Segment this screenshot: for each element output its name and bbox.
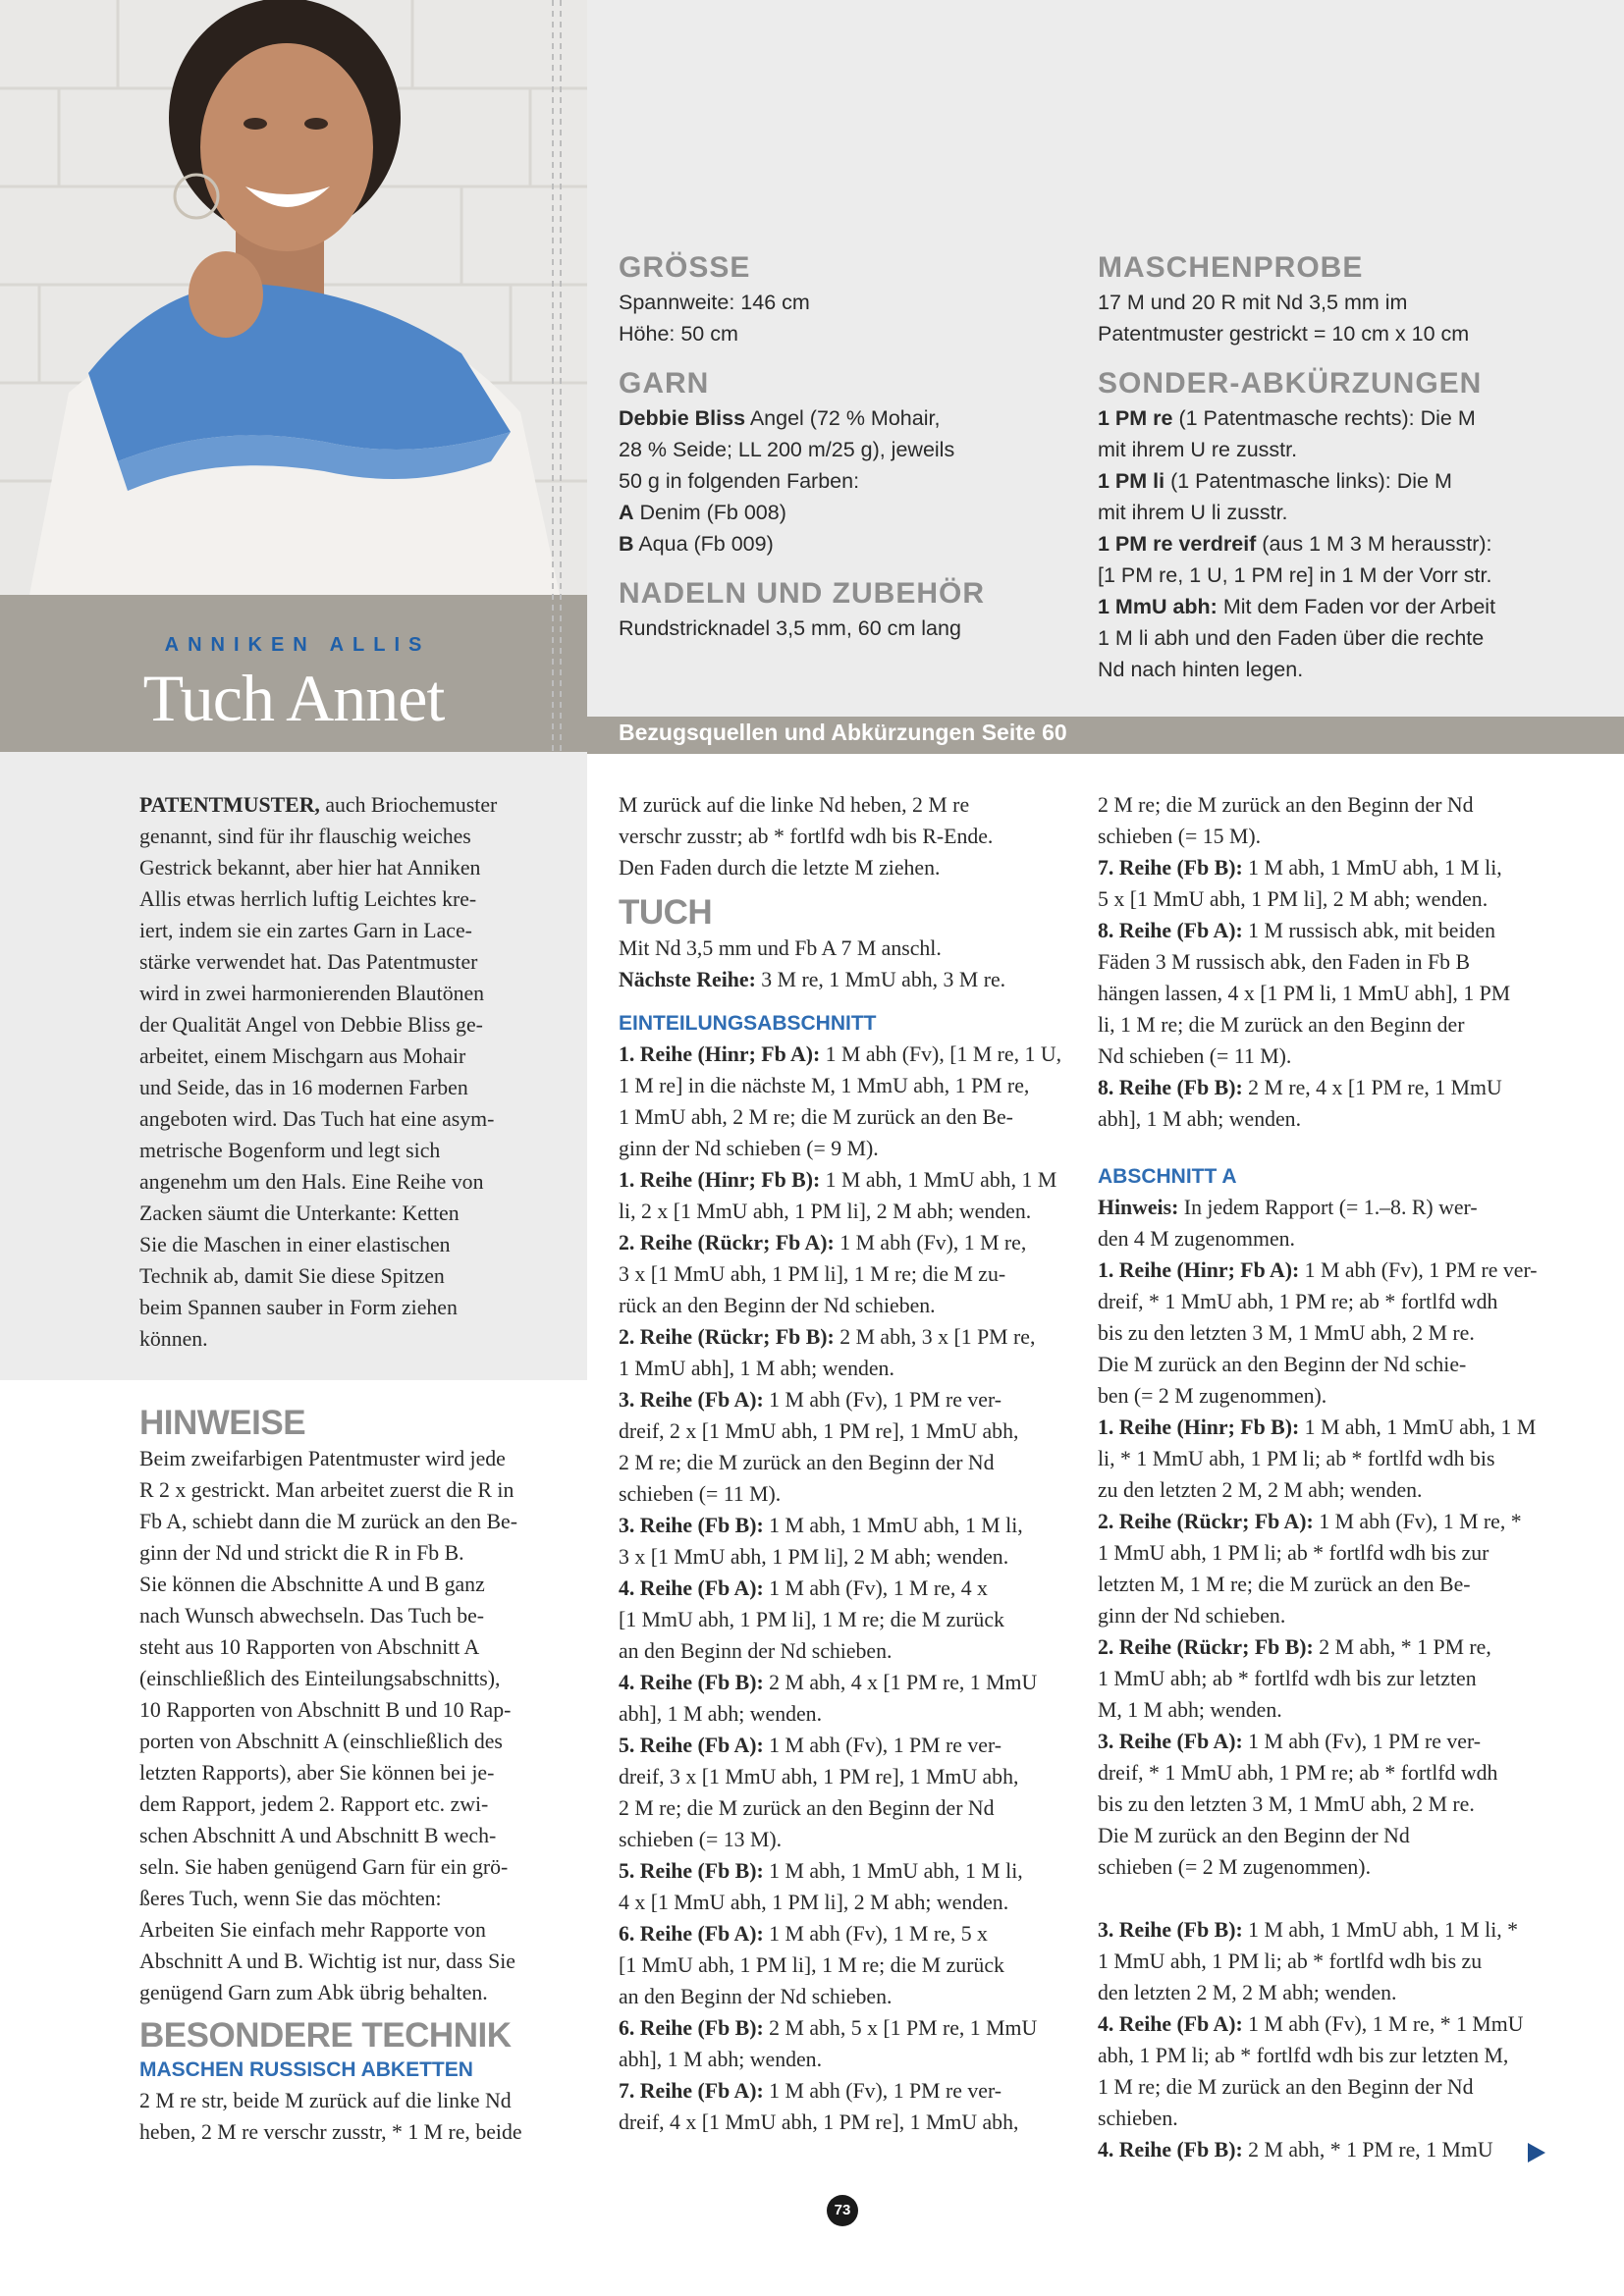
cont-line: Den Faden durch die letzte M ziehen.: [619, 856, 941, 880]
row-key: 6. Reihe (Fb A):: [619, 1922, 764, 1946]
row-text: 2 M abh, * 1 PM re,: [1313, 1635, 1491, 1659]
intro-line: Gestrick bekannt, aber hier hat Anniken: [139, 856, 481, 880]
row-text: 3 M re, 1 MmU abh, 3 M re.: [755, 968, 1006, 991]
intro-line: Allis etwas herrlich luftig Leichtes kre-: [139, 887, 477, 911]
sonder-block: [1098, 367, 1608, 685]
abbrev-key: 1 PM li: [1098, 469, 1165, 493]
instruction-line: schieben (= 2 M zugenommen).: [1098, 1855, 1372, 1879]
info-column-left: [619, 251, 1080, 662]
abbrev-text: (aus 1 M 3 M herausstr):: [1256, 532, 1492, 556]
row-key: Hinweis:: [1098, 1196, 1179, 1219]
cont-line: M zurück auf die linke Nd heben, 2 M re: [619, 793, 970, 817]
row-key: 2. Reihe (Rückr; Fb B):: [1098, 1635, 1314, 1659]
abbrev-key: 1 PM re: [1098, 406, 1173, 430]
instruction-line: dreif, * 1 MmU abh, 1 PM re; ab * fortlfd wdh: [1098, 1761, 1498, 1785]
row-text: 2 M abh, 5 x [1 PM re, 1 MmU: [763, 2016, 1038, 2040]
instruction-line: M, 1 M abh; wenden.: [1098, 1698, 1282, 1722]
intro-line: iert, indem sie ein zartes Garn in Lace-: [139, 919, 472, 942]
instruction-line: schieben (= 11 M).: [619, 1482, 782, 1506]
instruction-line: [619, 1510, 1070, 1541]
instruction-line: zu den letzten 2 M, 2 M abh; wenden.: [1098, 1478, 1423, 1502]
instruction-line: [619, 1918, 1070, 1949]
maschenprobe-heading: MASCHENPROBE: [1098, 251, 1364, 284]
row-text: 2 M abh, 3 x [1 PM re,: [834, 1325, 1036, 1349]
instruction-line: [1 MmU abh, 1 PM li], 1 M re; die M zurück: [619, 1608, 1004, 1631]
instruction-line: Nd schieben (= 11 M).: [1098, 1044, 1292, 1068]
instruction-line: ginn der Nd schieben.: [1098, 1604, 1286, 1628]
intro-text: auch Briochemuster: [319, 793, 498, 817]
row-text: 1 M abh, 1 MmU abh, 1 M li, *: [1242, 1918, 1519, 1942]
abbrev-line: 1 M li abh und den Faden über die rechte: [1098, 626, 1485, 650]
intro-line: beim Spannen sauber in Form ziehen: [139, 1296, 458, 1319]
text-column-3: [1098, 789, 1549, 2165]
instruction-line: [1098, 915, 1549, 946]
instruction-line: [1098, 1412, 1549, 1443]
intro-line: stärke verwendet hat. Das Patentmuster: [139, 950, 478, 974]
row-text: 1 M abh (Fv), 1 PM re ver-: [763, 1388, 1002, 1412]
instruction-line: an den Beginn der Nd schieben.: [619, 1985, 893, 2008]
instruction-line: 1 MmU abh, 1 PM li; ab * fortlfd wdh bis zur: [1098, 1541, 1489, 1565]
row-key: Nächste Reihe:: [619, 968, 756, 991]
row-key: 5. Reihe (Fb B):: [619, 1859, 764, 1883]
spacer: [619, 995, 1070, 1009]
instruction-line: [1098, 1914, 1549, 1946]
spacer: [1098, 1135, 1549, 1162]
hinweise-line: 10 Rapporten von Abschnitt B und 10 Rap-: [139, 1698, 512, 1722]
instruction-line: [1098, 1255, 1549, 1286]
maschenprobe-line: Patentmuster gestrickt = 10 cm x 10 cm: [1098, 322, 1470, 346]
row-key: 2. Reihe (Rückr; Fb B):: [619, 1325, 835, 1349]
color-value: Denim (Fb 008): [633, 501, 786, 524]
instruction-line: [619, 1227, 1070, 1258]
einteilung-heading: EINTEILUNGSABSCHNITT: [619, 1012, 877, 1035]
intro-line: Zacken säumt die Unterkante: Ketten: [139, 1201, 460, 1225]
row-text: 1 M abh (Fv), 1 PM re ver-: [763, 2079, 1002, 2103]
page-number: 73: [827, 2195, 858, 2226]
instruction-line: 1 MmU abh], 1 M abh; wenden.: [619, 1357, 894, 1380]
groesse-line: Spannweite: 146 cm: [619, 291, 810, 314]
instruction-line: an den Beginn der Nd schieben.: [619, 1639, 893, 1663]
maschenprobe-line: 17 M und 20 R mit Nd 3,5 mm im: [1098, 291, 1408, 314]
hinweise-line: dem Rapport, jedem 2. Rapport etc. zwi-: [139, 1792, 489, 1816]
instruction-line: 1 MmU abh, 1 PM li; ab * fortlfd wdh bis zu: [1098, 1949, 1483, 1973]
bezug-band: [587, 717, 1624, 754]
instruction-line: Fäden 3 M russisch abk, den Faden in Fb B: [1098, 950, 1470, 974]
instruction-line: abh, 1 PM li; ab * fortlfd wdh bis zur letzten M,: [1098, 2044, 1509, 2067]
instruction-line: 4 x [1 MmU abh, 1 PM li], 2 M abh; wenden.: [619, 1891, 1009, 1914]
row-key: 4. Reihe (Fb A):: [619, 1576, 764, 1600]
text-column-2: [619, 789, 1070, 2138]
intro-lead: PATENTMUSTER,: [139, 793, 320, 817]
intro-line: der Qualität Angel von Debbie Bliss ge-: [139, 1013, 483, 1037]
stitch-divider: [549, 0, 565, 754]
groesse-line: Höhe: 50 cm: [619, 322, 738, 346]
abbrev-line: mit ihrem U re zusstr.: [1098, 438, 1298, 461]
row-key: 1. Reihe (Hinr; Fb A):: [619, 1042, 821, 1066]
hinweis-line: den 4 M zugenommen.: [1098, 1227, 1295, 1251]
technik-heading: BESONDERE TECHNIK: [139, 2016, 512, 2055]
garn-line: 50 g in folgenden Farben:: [619, 469, 860, 493]
bezug-text: Bezugsquellen und Abkürzungen Seite 60: [619, 720, 1067, 745]
spacer: [1098, 1883, 1549, 1914]
cont-line: schieben (= 15 M).: [1098, 825, 1262, 848]
instruction-line: hängen lassen, 4 x [1 PM li, 1 MmU abh], 1 PM: [1098, 982, 1511, 1005]
hinweise-line: porten von Abschnitt A (einschließlich des: [139, 1730, 503, 1753]
instruction-line: dreif, 2 x [1 MmU abh, 1 PM re], 1 MmU abh,: [619, 1419, 1019, 1443]
row-key: 7. Reihe (Fb A):: [619, 2079, 764, 2103]
abbrev-line: [1098, 402, 1608, 434]
row-key: 3. Reihe (Fb B):: [619, 1514, 764, 1537]
color-value: Aqua (Fb 009): [633, 532, 774, 556]
instruction-line: letzten M, 1 M re; die M zurück an den Be-: [1098, 1573, 1471, 1596]
spacer: [139, 2008, 557, 2016]
garn-line: 28 % Seide; LL 200 m/25 g), jeweils: [619, 438, 955, 461]
garn-brand: Debbie Bliss: [619, 406, 746, 430]
instruction-line: 5 x [1 MmU abh, 1 PM li], 2 M abh; wenden.: [1098, 887, 1489, 911]
row-text: 1 M abh (Fv), 1 M re, 4 x: [763, 1576, 988, 1600]
hinweis-line: [1098, 1192, 1549, 1223]
row-text: 2 M re, 4 x [1 PM re, 1 MmU: [1242, 1076, 1502, 1099]
cont-line: 2 M re; die M zurück an den Beginn der Nd: [1098, 793, 1474, 817]
abbrev-line: [1098, 528, 1608, 560]
instruction-line: [619, 2075, 1070, 2107]
garn-color-b: [619, 528, 1080, 560]
hinweise-line: genügend Garn zum Abk übrig behalten.: [139, 1981, 488, 2004]
technik-line: 2 M re str, beide M zurück auf die linke Nd: [139, 2089, 512, 2112]
maschenprobe-block: [1098, 251, 1608, 349]
instruction-line: li, 1 M re; die M zurück an den Beginn der: [1098, 1013, 1465, 1037]
hinweise-line: (einschließlich des Einteilungsabschnitts),: [139, 1667, 501, 1690]
row-text: 1 M abh (Fv), 1 M re, *: [1313, 1510, 1522, 1533]
instruction-line: den letzten 2 M, 2 M abh; wenden.: [1098, 1981, 1397, 2004]
instruction-line: bis zu den letzten 3 M, 1 MmU abh, 2 M re.: [1098, 1792, 1475, 1816]
hinweise-heading: HINWEISE: [139, 1404, 306, 1442]
tuch-line: Mit Nd 3,5 mm und Fb A 7 M anschl.: [619, 936, 942, 960]
row-text: 1 M abh (Fv), 1 PM re ver-: [763, 1734, 1002, 1757]
instruction-line: 1 M re] in die nächste M, 1 MmU abh, 1 PM re,: [619, 1074, 1030, 1097]
rows-group: [1098, 1914, 1549, 2165]
instruction-line: [619, 1384, 1070, 1415]
abbrev-line: [1098, 591, 1608, 622]
row-key: 7. Reihe (Fb B):: [1098, 856, 1243, 880]
instruction-line: [619, 1039, 1070, 1070]
intro-line: arbeitet, einem Mischgarn aus Mohair: [139, 1044, 466, 1068]
row-text: In jedem Rapport (= 1.–8. R) wer-: [1178, 1196, 1478, 1219]
instruction-line: li, * 1 MmU abh, 1 PM li; ab * fortlfd wdh bis: [1098, 1447, 1495, 1470]
row-text: 1 M abh, 1 MmU abh, 1 M li,: [763, 1514, 1023, 1537]
abbrev-text: Mit dem Faden vor der Arbeit: [1217, 595, 1496, 618]
instruction-line: [619, 1321, 1070, 1353]
row-key: 1. Reihe (Hinr; Fb B):: [619, 1168, 821, 1192]
nadeln-heading: NADELN UND ZUBEHÖR: [619, 577, 985, 610]
instruction-line: [619, 1573, 1070, 1604]
instruction-line: 1 MmU abh, 2 M re; die M zurück an den Be-: [619, 1105, 1013, 1129]
title-band: [0, 595, 587, 752]
instruction-line: Die M zurück an den Beginn der Nd schie-: [1098, 1353, 1467, 1376]
nadeln-line: Rundstricknadel 3,5 mm, 60 cm lang: [619, 616, 961, 640]
instruction-line: 3 x [1 MmU abh, 1 PM li], 1 M re; die M zu-: [619, 1262, 1006, 1286]
cont-line: verschr zusstr; ab * fortlfd wdh bis R-Ende.: [619, 825, 994, 848]
continue-arrow-icon: [1528, 2143, 1545, 2163]
row-key: 1. Reihe (Hinr; Fb A):: [1098, 1258, 1300, 1282]
instruction-line: [1098, 1072, 1549, 1103]
intro-line: wird in zwei harmonierenden Blautönen: [139, 982, 485, 1005]
instruction-line: abh], 1 M abh; wenden.: [1098, 1107, 1302, 1131]
row-key: 6. Reihe (Fb B):: [619, 2016, 764, 2040]
color-key: B: [619, 532, 634, 556]
row-key: 3. Reihe (Fb B):: [1098, 1918, 1243, 1942]
model-photo: [0, 0, 587, 595]
instruction-line: [619, 1667, 1070, 1698]
row-text: 1 M abh, 1 MmU abh, 1 M: [820, 1168, 1057, 1192]
garn-color-a: [619, 497, 1080, 528]
instruction-line: ginn der Nd schieben (= 9 M).: [619, 1137, 879, 1160]
instruction-line: [1 MmU abh, 1 PM li], 1 M re; die M zurück: [619, 1953, 1004, 1977]
instruction-line: schieben (= 13 M).: [619, 1828, 783, 1851]
instruction-line: [1098, 2134, 1549, 2165]
pattern-title: Tuch Annet: [142, 661, 445, 735]
garn-block: [619, 367, 1080, 560]
hinweise-line: Sie können die Abschnitte A und B ganz: [139, 1573, 485, 1596]
row-key: 2. Reihe (Rückr; Fb A):: [619, 1231, 835, 1255]
hinweise-line: schen Abschnitt A und Abschnitt B wech-: [139, 1824, 497, 1847]
row-text: 1 M abh (Fv), 1 PM re ver-: [1242, 1730, 1482, 1753]
instruction-line: bis zu den letzten 3 M, 1 MmU abh, 2 M re.: [1098, 1321, 1475, 1345]
abbrev-line: [1 PM re, 1 U, 1 PM re] in 1 M der Vorr str.: [1098, 563, 1492, 587]
garn-heading: GARN: [619, 367, 710, 400]
hinweise-line: Abschnitt A und B. Wichtig ist nur, dass Sie: [139, 1949, 515, 1973]
technik-line: heben, 2 M re verschr zusstr, * 1 M re, beide: [139, 2120, 522, 2144]
instruction-line: 2 M re; die M zurück an den Beginn der Nd: [619, 1451, 995, 1474]
row-text: 1 M abh, 1 MmU abh, 1 M li,: [763, 1859, 1023, 1883]
intro-line: Sie die Maschen in einer elastischen: [139, 1233, 451, 1256]
instruction-line: dreif, * 1 MmU abh, 1 PM re; ab * fortlfd wdh: [1098, 1290, 1498, 1313]
hinweise-line: steht aus 10 Rapporten von Abschnitt A: [139, 1635, 480, 1659]
row-text: 1 M abh (Fv), 1 PM re ver-: [1299, 1258, 1538, 1282]
instruction-line: dreif, 4 x [1 MmU abh, 1 PM re], 1 MmU abh,: [619, 2110, 1019, 2134]
hinweise-line: Arbeiten Sie einfach mehr Rapporte von: [139, 1918, 486, 1942]
instruction-line: [1098, 2008, 1549, 2040]
intro-line: angenehm um den Hals. Eine Reihe von: [139, 1170, 484, 1194]
row-key: 4. Reihe (Fb B):: [619, 1671, 764, 1694]
groesse-heading: GRÖSSE: [619, 251, 751, 284]
instruction-line: rück an den Beginn der Nd schieben.: [619, 1294, 936, 1317]
row-key: 5. Reihe (Fb A):: [619, 1734, 764, 1757]
abbrev-line: [1098, 465, 1608, 497]
hinweise-line: Beim zweifarbigen Patentmuster wird jede: [139, 1447, 506, 1470]
row-text: 2 M abh, 4 x [1 PM re, 1 MmU: [763, 1671, 1038, 1694]
instruction-line: ben (= 2 M zugenommen).: [1098, 1384, 1327, 1408]
intro-line: angeboten wird. Das Tuch hat eine asym-: [139, 1107, 495, 1131]
instruction-line: Die M zurück an den Beginn der Nd: [1098, 1824, 1410, 1847]
instruction-line: 2 M re; die M zurück an den Beginn der Nd: [619, 1796, 995, 1820]
row-text: 2 M abh, * 1 PM re, 1 MmU: [1242, 2138, 1493, 2162]
abbrev-key: 1 MmU abh:: [1098, 595, 1218, 618]
rows-group: [1098, 1255, 1549, 1883]
abbrev-key: 1 PM re verdreif: [1098, 532, 1257, 556]
instruction-line: 1 M re; die M zurück an den Beginn der Nd: [1098, 2075, 1474, 2099]
nadeln-block: [619, 577, 1080, 644]
row-key: 3. Reihe (Fb A):: [1098, 1730, 1243, 1753]
spacer: [139, 1355, 557, 1404]
row-key: 4. Reihe (Fb A):: [1098, 2012, 1243, 2036]
intro-line: und Seide, das in 16 modernen Farben: [139, 1076, 468, 1099]
instruction-line: dreif, 3 x [1 MmU abh, 1 PM re], 1 MmU abh,: [619, 1765, 1019, 1789]
instruction-line: [619, 1730, 1070, 1761]
instruction-line: [619, 1164, 1070, 1196]
row-key: 1. Reihe (Hinr; Fb B):: [1098, 1415, 1300, 1439]
hinweise-line: nach Wunsch abwechseln. Das Tuch be-: [139, 1604, 485, 1628]
sonder-heading: SONDER-ABKÜRZUNGEN: [1098, 367, 1483, 400]
row-text: 1 M abh (Fv), 1 M re, 5 x: [763, 1922, 988, 1946]
spacer: [619, 883, 1070, 893]
intro-line: Technik ab, damit Sie diese Spitzen: [139, 1264, 445, 1288]
hinweise-line: ßeres Tuch, wenn Sie das möchten:: [139, 1887, 442, 1910]
row-key: 8. Reihe (Fb B):: [1098, 1076, 1243, 1099]
instruction-line: abh], 1 M abh; wenden.: [619, 2048, 823, 2071]
row-text: 1 M abh, 1 MmU abh, 1 M: [1299, 1415, 1537, 1439]
row-key: 8. Reihe (Fb A):: [1098, 919, 1243, 942]
row-text: 1 M abh (Fv), 1 M re, * 1 MmU: [1242, 2012, 1524, 2036]
hinweise-line: Fb A, schiebt dann die M zurück an den Be-: [139, 1510, 517, 1533]
row-key: 3. Reihe (Fb A):: [619, 1388, 764, 1412]
row-text: 1 M abh (Fv), [1 M re, 1 U,: [820, 1042, 1062, 1066]
abbrev-line: Nd nach hinten legen.: [1098, 658, 1304, 681]
intro-line: können.: [139, 1327, 208, 1351]
abbrev-line: mit ihrem U li zusstr.: [1098, 501, 1288, 524]
abbrev-text: (1 Patentmasche rechts): Die M: [1172, 406, 1476, 430]
hinweise-line: R 2 x gestrickt. Man arbeitet zuerst die R in: [139, 1478, 514, 1502]
color-key: A: [619, 501, 634, 524]
hinweise-line: letzten Rapports), aber Sie können bei je-: [139, 1761, 495, 1785]
instruction-line: [1098, 1506, 1549, 1537]
einteilung-rows: [619, 1039, 1070, 2138]
tuch-heading: TUCH: [619, 893, 713, 932]
intro-line: [139, 789, 557, 821]
abschnitt-a-heading: ABSCHNITT A: [1098, 1165, 1237, 1188]
hinweise-line: seln. Sie haben genügend Garn für ein grö-: [139, 1855, 509, 1879]
instruction-line: [1098, 1726, 1549, 1757]
instruction-line: li, 2 x [1 MmU abh, 1 PM li], 2 M abh; wenden.: [619, 1200, 1032, 1223]
author-name: ANNIKEN ALLIS: [164, 634, 431, 656]
row-key: 4. Reihe (Fb B):: [1098, 2138, 1243, 2162]
instruction-line: 1 MmU abh; ab * fortlfd wdh bis zur letzten: [1098, 1667, 1477, 1690]
garn-text: Angel (72 % Mohair,: [745, 406, 941, 430]
technik-subheading: MASCHEN RUSSISCH ABKETTEN: [139, 2058, 473, 2081]
row-text: 1 M abh (Fv), 1 M re,: [834, 1231, 1027, 1255]
instruction-line: [1098, 852, 1549, 883]
intro-line: metrische Bogenform und legt sich: [139, 1139, 441, 1162]
groesse-block: [619, 251, 1080, 349]
info-column-right: [1098, 251, 1608, 703]
instruction-line: [619, 2012, 1070, 2044]
hinweise-line: ginn der Nd und strickt die R in Fb B.: [139, 1541, 464, 1565]
tuch-line: [619, 964, 1070, 995]
intro-line: genannt, sind für ihr flauschig weiches: [139, 825, 471, 848]
rows-group: [1098, 852, 1549, 1135]
instruction-line: 3 x [1 MmU abh, 1 PM li], 2 M abh; wenden.: [619, 1545, 1009, 1569]
text-column-1: [139, 789, 557, 2148]
row-text: 1 M abh, 1 MmU abh, 1 M li,: [1242, 856, 1502, 880]
abbrev-text: (1 Patentmasche links): Die M: [1164, 469, 1452, 493]
instruction-line: [1098, 1631, 1549, 1663]
garn-line: [619, 402, 1080, 434]
row-key: 2. Reihe (Rückr; Fb A):: [1098, 1510, 1314, 1533]
instruction-line: schieben.: [1098, 2107, 1178, 2130]
instruction-line: abh], 1 M abh; wenden.: [619, 1702, 823, 1726]
instruction-line: [619, 1855, 1070, 1887]
row-text: 1 M russisch abk, mit beiden: [1242, 919, 1496, 942]
